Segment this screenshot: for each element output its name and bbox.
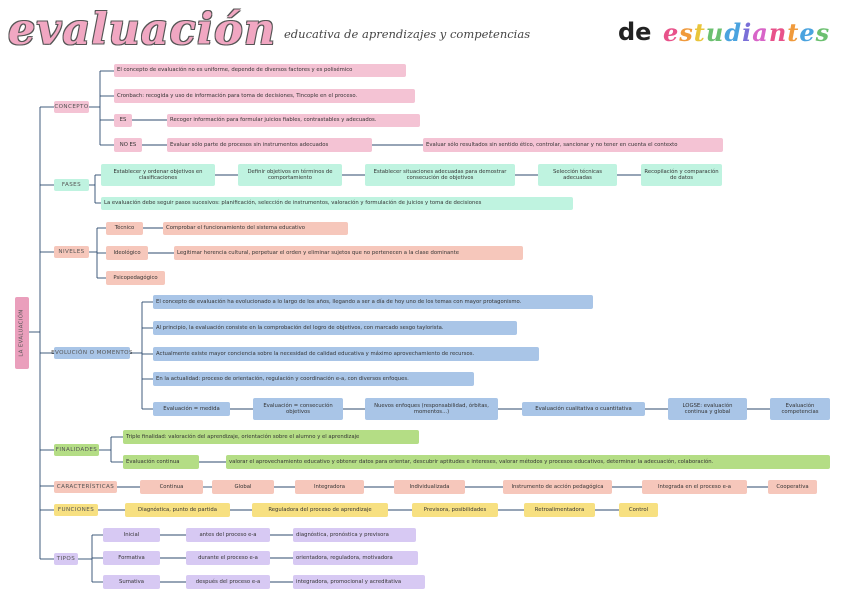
title-letter: u [705,18,725,47]
evolucion-item-4: En la actualidad: proceso de orientación, regulación y coordinación e-a, con diversos enfoques. [153,372,474,386]
title-letter: n [768,18,788,47]
fase-step-2: Definir objetivos en términos de comportamiento [238,164,342,186]
title-letter: s [679,18,694,47]
evolucion-item-3: Actualmente existe mayor conciencia sobre la necesidad de calidad educativa y máximo aprovechamiento de recursos. [153,347,539,361]
section-fases: FASES [54,179,89,191]
tipo-inicial-what: diagnóstica, pronóstica y previsora [293,528,416,542]
caracteristica-7: Cooperativa [768,480,817,494]
caracteristica-1: Continua [140,480,203,494]
title-de: de [618,18,652,46]
nivel-ideologico-desc: Legitimar herencia cultural, perpetuar el orden y eliminar sujetos que no pertenecen a la clase dominante [174,246,523,260]
fase-step-4: Selección técnicas adecuadas [538,164,617,186]
section-niveles: NIVELES [54,246,89,258]
caracteristica-4: Individualizada [394,480,465,494]
caracteristica-6: Integrada en el proceso e-a [642,480,747,494]
caracteristica-2: Global [212,480,274,494]
fase-step-5: Recopilación y comparación de datos [641,164,722,186]
nivel-tecnico-desc: Comprobar el funcionamiento del sistema educativo [163,222,348,235]
concepto-item-2: Cronbach: recogida y uso de información para toma de decisiones, Tincople en el proceso. [114,89,415,103]
concepto-es: ES [114,114,132,127]
subtitle: educativa de aprendizajes y competencias [284,27,531,41]
root-node [15,297,29,369]
finalidad-continua-detail: valorar el aprovechamiento educativo y obtener datos para orientar, descubrir aptitudes e intereses, valorar métodos y procesos educativos, determinar la adecuación, colaboración. [226,455,830,469]
title-letter: i [742,18,753,47]
nivel-psicopedagogico: Psicopedagógico [106,271,165,285]
tipo-sumativa-when: después del proceso e-a [186,575,270,589]
evolucion-chain-6: Evaluación competencias [770,398,830,420]
caracteristica-3: Integradora [295,480,364,494]
title-letter: e [663,18,680,47]
tipo-formativa-what: orientadora, reguladora, motivadora [293,551,418,565]
evolucion-chain-1: Evaluación = medida [153,402,230,416]
evolucion-chain-2: Evaluación = consecución objetivos [253,398,343,420]
title-letter: a [752,18,769,47]
nivel-ideologico: Ideológico [106,246,148,260]
tipo-inicial-when: antes del proceso e-a [186,528,270,542]
section-funciones: FUNCIONES [54,504,98,516]
evolucion-item-1: El concepto de evaluación ha evolucionado a lo largo de los años, llegando a ser a día de hoy uno de los temas con mayor protagonismo. [153,295,593,309]
finalidad-triple: Triple finalidad: valoración del aprendizaje, orientación sobre el alumno y el aprendizaje [123,430,419,444]
section-finalidades: FINALIDADES [54,444,99,456]
funcion-1: Diagnóstica, punto de partida [125,503,230,517]
tipo-inicial: Inicial [103,528,160,542]
caracteristica-5: Instrumento de acción pedagógica [503,480,612,494]
title-letter: s [815,18,831,47]
main-title: evaluación [8,5,277,55]
title-letter: t [787,18,800,47]
tipo-formativa: Formativa [103,551,160,565]
tipo-sumativa-what: integradora, promocional y acreditativa [293,575,425,589]
title-letter: d [724,18,743,47]
finalidad-continua: Evaluación continua [123,455,199,469]
root-label: LA EVALUACIÓN [19,309,26,357]
fase-step-1: Establecer y ordenar objetivos en clasificaciones [101,164,215,186]
evolucion-chain-3: Nuevos enfoques (responsabilidad, órbitas, momentos...) [365,398,498,420]
section-concepto: CONCEPTO [54,101,89,113]
tipo-formativa-when: durante el proceso e-a [186,551,270,565]
funcion-3: Previsora, posibilidades [412,503,498,517]
concepto-no-es: NO ES [114,138,142,152]
section-tipos: TIPOS [54,553,78,565]
title-letter: t [693,18,706,47]
concepto-no-es-desc-2: Evaluar sólo resultados sin sentido ético, controlar, sancionar y no tener en cuenta el contexto [423,138,723,152]
title-letter: e [799,18,816,47]
fase-step-3: Establecer situaciones adecuadas para demostrar consecución de objetivos [365,164,515,186]
evolucion-chain-5: LOGSE: evaluación continua y global [668,398,747,420]
funcion-5: Control [619,503,658,517]
section-evolucion: EVOLUCIÓN O MOMENTOS [54,347,130,359]
funcion-4: Retroalimentadora [524,503,595,517]
evolucion-chain-4: Evaluación cualitativa o cuantitativa [522,402,645,416]
fases-note: La evaluación debe seguir pasos sucesivos: planificación, selección de instrumentos, valoración y formulación de juicios y toma de decisiones [101,197,573,210]
tipo-sumativa: Sumativa [103,575,160,589]
section-caracteristicas: CARACTERÍSTICAS [54,481,117,493]
nivel-tecnico: Técnico [106,222,143,235]
title-estudiantes [663,18,830,47]
concepto-item-1: El concepto de evaluación no es uniforme, depende de diversos factores y es polisémico [114,64,406,77]
funcion-2: Reguladora del proceso de aprendizaje [252,503,388,517]
concepto-no-es-desc-1: Evaluar sólo parte de procesos sin instrumentos adecuados [167,138,372,152]
evolucion-item-2: Al principio, la evaluación consiste en la comprobación del logro de objetivos, con marcado sesgo taylorista. [153,321,517,335]
concepto-es-desc: Recoger información para formular juicios fiables, contrastables y adecuados. [167,114,420,127]
